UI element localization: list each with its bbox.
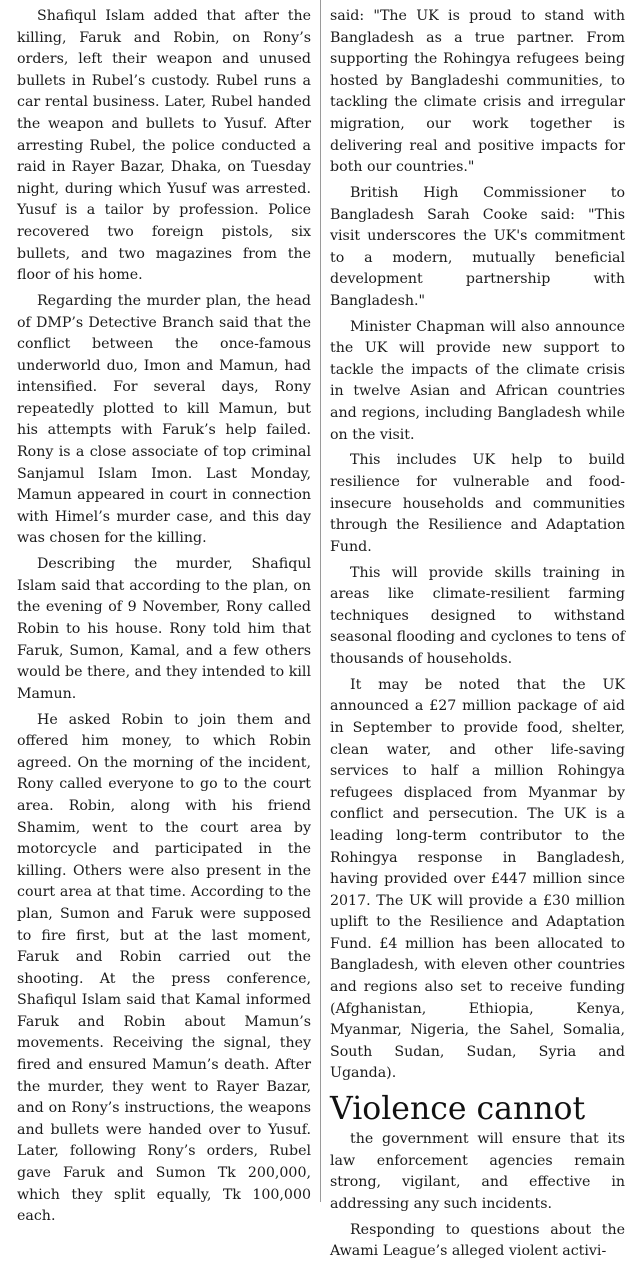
column-divider [320,0,321,1202]
article-paragraph: Describing the murder, Shafiqul Islam said that according to the plan, on the evening of 9 November, Rony called Robin to his house. Rony told him that Faruk, Sumon, Kamal, and a few others would be there, and they intended to kill Mamun. [17,556,311,702]
continued-paragraph: said: "The UK is proud to stand with Bangladesh as a true partner. From supporting the Rohingya refugees being hosted by Bangladeshi communities, to tackling the climate crisis and irregular migration, our work together is delivering real and positive impacts for both our countries." [330,8,625,176]
article-paragraph: Responding to questions about the Awami League’s alleged violent activi- [330,1221,625,1260]
left-column [17,6,311,1225]
article-paragraph: British High Commissioner to Bangladesh Sarah Cooke said: "This visit underscores the UK's commitment to a modern, mutually beneficial development partnership with Bangladesh." [330,184,625,309]
article-paragraph: This includes UK help to build resilience for vulnerable and food-insecure households and communities through the Resilience and Adaptation Fund. [330,452,625,555]
article-paragraph: Minister Chapman will also announce the UK will provide new support to tackle the impacts of the climate crisis in twelve Asian and African countries and regions, including Bangladesh while on the visit. [330,318,625,443]
article-paragraph: Shafiqul Islam added that after the killing, Faruk and Robin, on Rony’s orders, left their weapon and unused bullets in Rubel’s custody. Rubel runs a car rental business. Later, Rubel handed the weapon and bullets to Yusuf. After arresting Rubel, the police conducted a raid in Rayer Bazar, Dhaka, on Tuesday night, during which Yusuf was arrested. Yusuf is a tailor by profession. Police recovered two foreign pistols, six bullets, and two magazines from the floor of his home. [17,8,311,284]
article-paragraph: This will provide skills training in areas like climate-resilient farming techniques designed to withstand seasonal flooding and cyclones to tens of thousands of households. [330,564,625,667]
article-paragraph: the government will ensure that its law enforcement agencies remain strong, vigilant, and effective in addressing any such incidents. [330,1131,625,1212]
article-paragraph: It may be noted that the UK announced a £27 million package of aid in September to provide food, shelter, clean water, and other life-saving services to half a million Rohingya refugees displaced from Myanmar by conflict and persecution. The UK is a leading long-term contributor to the Rohingya response in Bangladesh, having provided over £447 million since 2017. The UK will provide a £30 million uplift to the Resilience and Adaptation Fund. £4 million has been allocated to Bangladesh, with eleven other countries and regions also set to receive funding (Afghanistan, Ethiopia, Kenya, Myanmar, Nigeria, the Sahel, Somalia, South Sudan, Sudan, Syria and Uganda). [330,676,625,1082]
article-headline: Violence cannot [330,1091,586,1128]
right-column [330,6,625,1260]
article-paragraph: He asked Robin to join them and offered him money, to which Robin agreed. On the morning of the incident, Rony called everyone to go to the court area. Robin, along with his friend Shamim, went to the court area by motorcycle and participated in the killing. Others were also present in the court area at that time. According to the plan, Sumon and Faruk were supposed to fire first, but at the last moment, Faruk and Robin carried out the shooting. At the press conference, Shafiqul Islam said that Kamal informed Faruk and Robin about Mamun’s movements. Receiving the signal, they fired and ensured Mamun’s death. After the murder, they went to Rayer Bazar, and on Rony’s instructions, the weapons and bullets were handed over to Yusuf. Later, following Rony’s orders, Rubel gave Faruk and Sumon Tk 200,000, which they split equally, Tk 100,000 each. [17,711,311,1225]
article-paragraph: Regarding the murder plan, the head of DMP’s Detective Branch said that the conflict between the once-famous underworld duo, Imon and Mamun, had intensified. For several days, Rony repeatedly plotted to kill Mamun, but his attempts with Faruk’s help failed. Rony is a close associate of top criminal Sanjamul Islam Imon. Last Monday, Mamun appeared in court in connection with Himel’s murder case, and this day was chosen for the killing. [17,292,311,547]
